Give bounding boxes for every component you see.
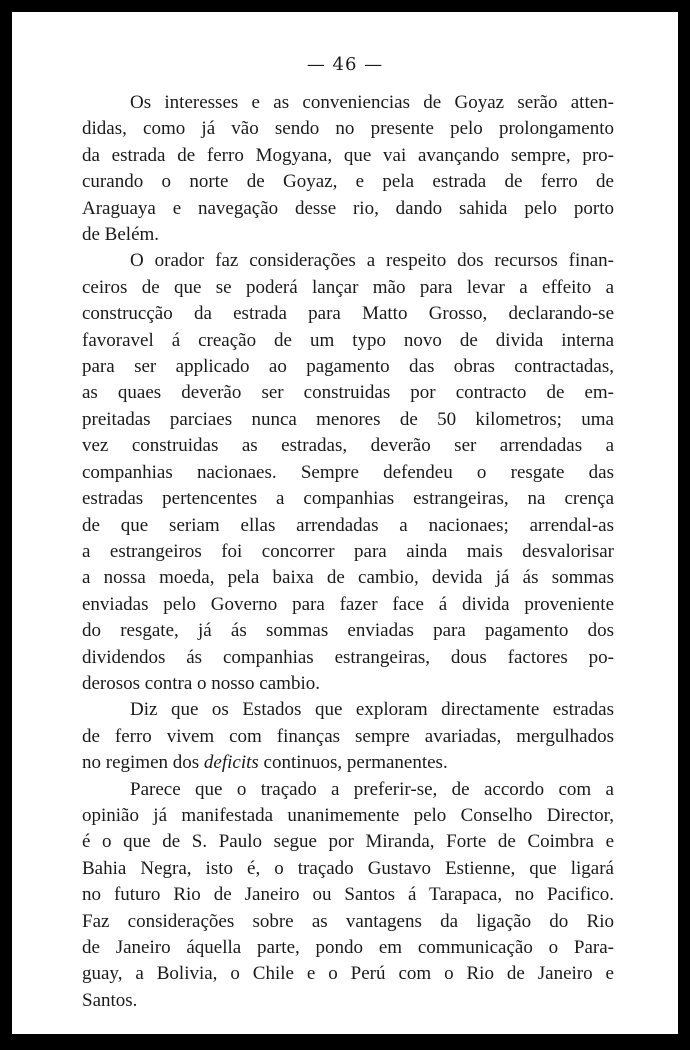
text-line: curando o norte de Goyaz, e pela estrada de ferro de bbox=[82, 171, 614, 193]
text-line: preitadas parciaes nunca menores de 50 kilometros; uma bbox=[82, 408, 614, 430]
body-text bbox=[82, 90, 614, 1014]
text-line: de Belém. bbox=[82, 224, 160, 246]
text-line: construcção da estrada para Matto Grosso, declarando-se bbox=[82, 303, 614, 325]
text-line: didas, como já vão sendo no presente pelo prolongamento bbox=[82, 118, 614, 140]
text-line: de Janeiro áquella parte, pondo em communicação o Para- bbox=[82, 937, 614, 958]
text-fragment: no regimen dos bbox=[82, 752, 204, 774]
paragraph-1 bbox=[82, 90, 614, 248]
page-number: — 46 — bbox=[306, 54, 384, 75]
document-page bbox=[12, 12, 678, 1034]
text-line: favoravel á creação de um typo novo de divida interna bbox=[82, 329, 614, 351]
text-line: a nossa moeda, pela baixa de cambio, devida já ás sommas bbox=[82, 567, 614, 589]
text-line: companhias nacionaes. Sempre defendeu o resgate das bbox=[82, 461, 614, 483]
text-line: Os interesses e as conveniencias de Goyaz serão atten- bbox=[130, 92, 614, 113]
text-line: guay, a Bolivia, o Chile e o Perú com o Rio de Janeiro e bbox=[82, 963, 614, 985]
text-line: opinião já manifestada unanimemente pelo Conselho Director, bbox=[82, 804, 614, 826]
italic-term: deficits bbox=[203, 752, 259, 774]
text-line: Santos. bbox=[82, 989, 138, 1011]
text-line: Diz que os Estados que exploram directamente estradas bbox=[130, 699, 614, 721]
text-line: Bahia Negra, isto é, o traçado Gustavo Estienne, que ligará bbox=[82, 857, 614, 879]
text-line: derosos contra o nosso cambio. bbox=[82, 672, 320, 694]
text-line: de ferro vivem com finanças sempre avariadas, mergulhados bbox=[82, 725, 614, 747]
text-fragment: continuos, permanentes. bbox=[258, 752, 448, 774]
text-line: as quaes deverão ser construidas por contracto de em- bbox=[82, 382, 614, 404]
text-line: dividendos ás companhias estrangeiras, dous factores po- bbox=[82, 646, 614, 668]
text-line: de que seriam ellas arrendadas a nacionaes; arrendal-as bbox=[82, 514, 614, 536]
text-line bbox=[82, 750, 614, 776]
text-line: Faz considerações sobre as vantagens da ligação do Rio bbox=[82, 910, 614, 932]
text-line: Parece que o traçado a preferir-se, de accordo com a bbox=[130, 778, 614, 800]
text-line: Araguaya e navegação desse rio, dando sahida pelo porto bbox=[82, 197, 614, 219]
paragraph-4 bbox=[82, 777, 614, 1015]
text-line: O orador faz considerações a respeito dos recursos finan- bbox=[130, 250, 614, 272]
text-line: para ser applicado ao pagamento das obras contractadas, bbox=[82, 356, 614, 378]
text-line: da estrada de ferro Mogyana, que vai avançando sempre, pro- bbox=[82, 144, 614, 166]
text-line: enviadas pelo Governo para fazer face á divida proveniente bbox=[82, 593, 614, 615]
text-line: do resgate, já ás sommas enviadas para pagamento dos bbox=[82, 620, 614, 642]
text-line: estradas pertencentes a companhias estrangeiras, na crença bbox=[82, 488, 614, 510]
paragraph-3 bbox=[82, 697, 614, 776]
text-line: no futuro Rio de Janeiro ou Santos á Tarapaca, no Pacifico. bbox=[82, 884, 614, 906]
text-line: é o que de S. Paulo segue por Miranda, Forte de Coimbra e bbox=[82, 831, 614, 853]
text-line: vez construidas as estradas, deverão ser arrendadas a bbox=[82, 435, 614, 457]
text-line: ceiros de que se poderá lançar mão para levar a effeito a bbox=[82, 276, 614, 298]
text-line: a estrangeiros foi concorrer para ainda mais desvalorisar bbox=[82, 540, 614, 562]
paragraph-2 bbox=[82, 248, 614, 697]
